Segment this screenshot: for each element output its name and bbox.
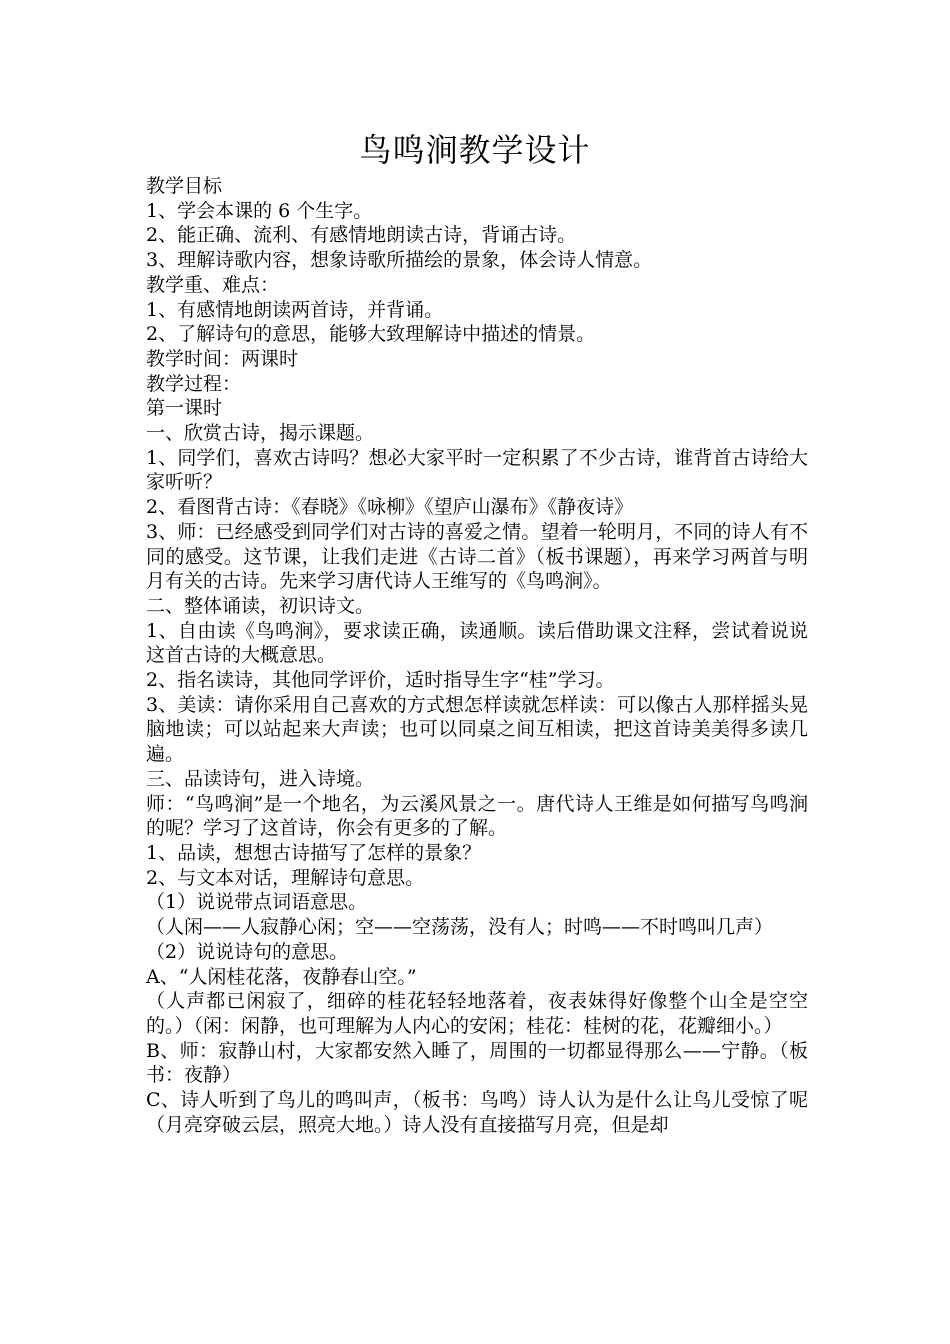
sub-item-2: （2）说说诗句的意思。 <box>146 940 349 963</box>
section-1-heading: 一、欣赏古诗，揭示课题。 <box>146 422 375 445</box>
key-point-2: 2、了解诗句的意思，能够大致理解诗中描述的情景。 <box>146 323 596 346</box>
goal-item-1: 1、学会本课的 6 个生字。 <box>146 199 373 222</box>
sub-item-1: （1）说说带点词语意思。 <box>146 891 368 914</box>
item-a: A、“人闲桂花落，夜静春山空。” <box>146 965 417 988</box>
section-2-heading: 二、整体诵读，初识诗文。 <box>146 594 375 617</box>
document-body <box>146 174 808 1137</box>
section-3-item-1: 1、品读，想想古诗描写了怎样的景象？ <box>146 841 482 864</box>
goal-item-2: 2、能正确、流利、有感情地朗读古诗，背诵古诗。 <box>146 224 577 247</box>
heading-first-lesson: 第一课时 <box>146 397 223 420</box>
item-a-explanation: （人声都已闲寂了，细碎的桂花轻轻地落着，夜表妹得好像整个山全是空空的。）（闲：闲静，也可理解为人内心的安闲；桂花：桂树的花，花瓣细小。） <box>146 990 808 1037</box>
teaching-time: 教学时间：两课时 <box>146 347 299 370</box>
section-1-item-2: 2、看图背古诗：《春晓》《咏柳》《望庐山瀑布》《静夜诗》 <box>146 496 634 519</box>
heading-teaching-process: 教学过程： <box>146 372 242 395</box>
section-3-heading: 三、品读诗句，进入诗境。 <box>146 767 375 790</box>
key-point-1: 1、有感情地朗读两首诗，并背诵。 <box>146 298 444 321</box>
section-1-item-3: 3、师：已经感受到同学们对古诗的喜爱之情。望着一轮明月，不同的诗人有不同的感受。这节课，让我们走进《古诗二首》（板书课题），再来学习两首与明月有关的古诗。先来学习唐代诗人王维写的《鸟鸣涧》。 <box>146 520 808 593</box>
section-1-item-1: 1、同学们，喜欢古诗吗？想必大家平时一定积累了不少古诗，谁背首古诗给大家听听？ <box>146 446 808 494</box>
goal-item-3: 3、理解诗歌内容，想象诗歌所描绘的景象，体会诗人情意。 <box>146 249 653 272</box>
heading-key-points: 教学重、难点： <box>146 273 280 296</box>
section-3-item-2: 2、与文本对话，理解诗句意思。 <box>146 866 425 889</box>
section-3-intro: 师：“鸟鸣涧”是一个地名，为云溪风景之一。唐代诗人王维是如何描写鸟鸣涧的呢？学习了这首诗，你会有更多的了解。 <box>146 792 808 840</box>
section-2-item-3: 3、美读：请你采用自己喜欢的方式想怎样读就怎样读：可以像古人那样摇头晃脑地读；可以站起来大声读；也可以同桌之间互相读，把这首诗美美得多读几遍。 <box>146 693 808 766</box>
section-2-item-1: 1、自由读《鸟鸣涧》，要求读正确，读通顺。读后借助课文注释，尝试着说说这首古诗的大概意思。 <box>146 619 808 667</box>
section-2-item-2: 2、指名读诗，其他同学评价，适时指导生字“桂”学习。 <box>146 669 615 692</box>
item-c: C、诗人听到了鸟儿的鸣叫声，（板书：鸟鸣）诗人认为是什么让鸟儿受惊了呢（月亮穿破云层，照亮大地。）诗人没有直接描写月亮，但是却 <box>146 1089 808 1136</box>
heading-teaching-goals: 教学目标 <box>146 175 223 197</box>
sub-item-1-answer: （人闲——人寂静心闲；空——空荡荡，没有人；时鸣——不时鸣叫几声） <box>146 916 774 939</box>
document-title: 鸟鸣涧教学设计 <box>359 131 591 169</box>
item-b: B、师：寂静山村，大家都安然入睡了，周围的一切都显得那么——宁静。（板书：夜静） <box>146 1039 808 1087</box>
